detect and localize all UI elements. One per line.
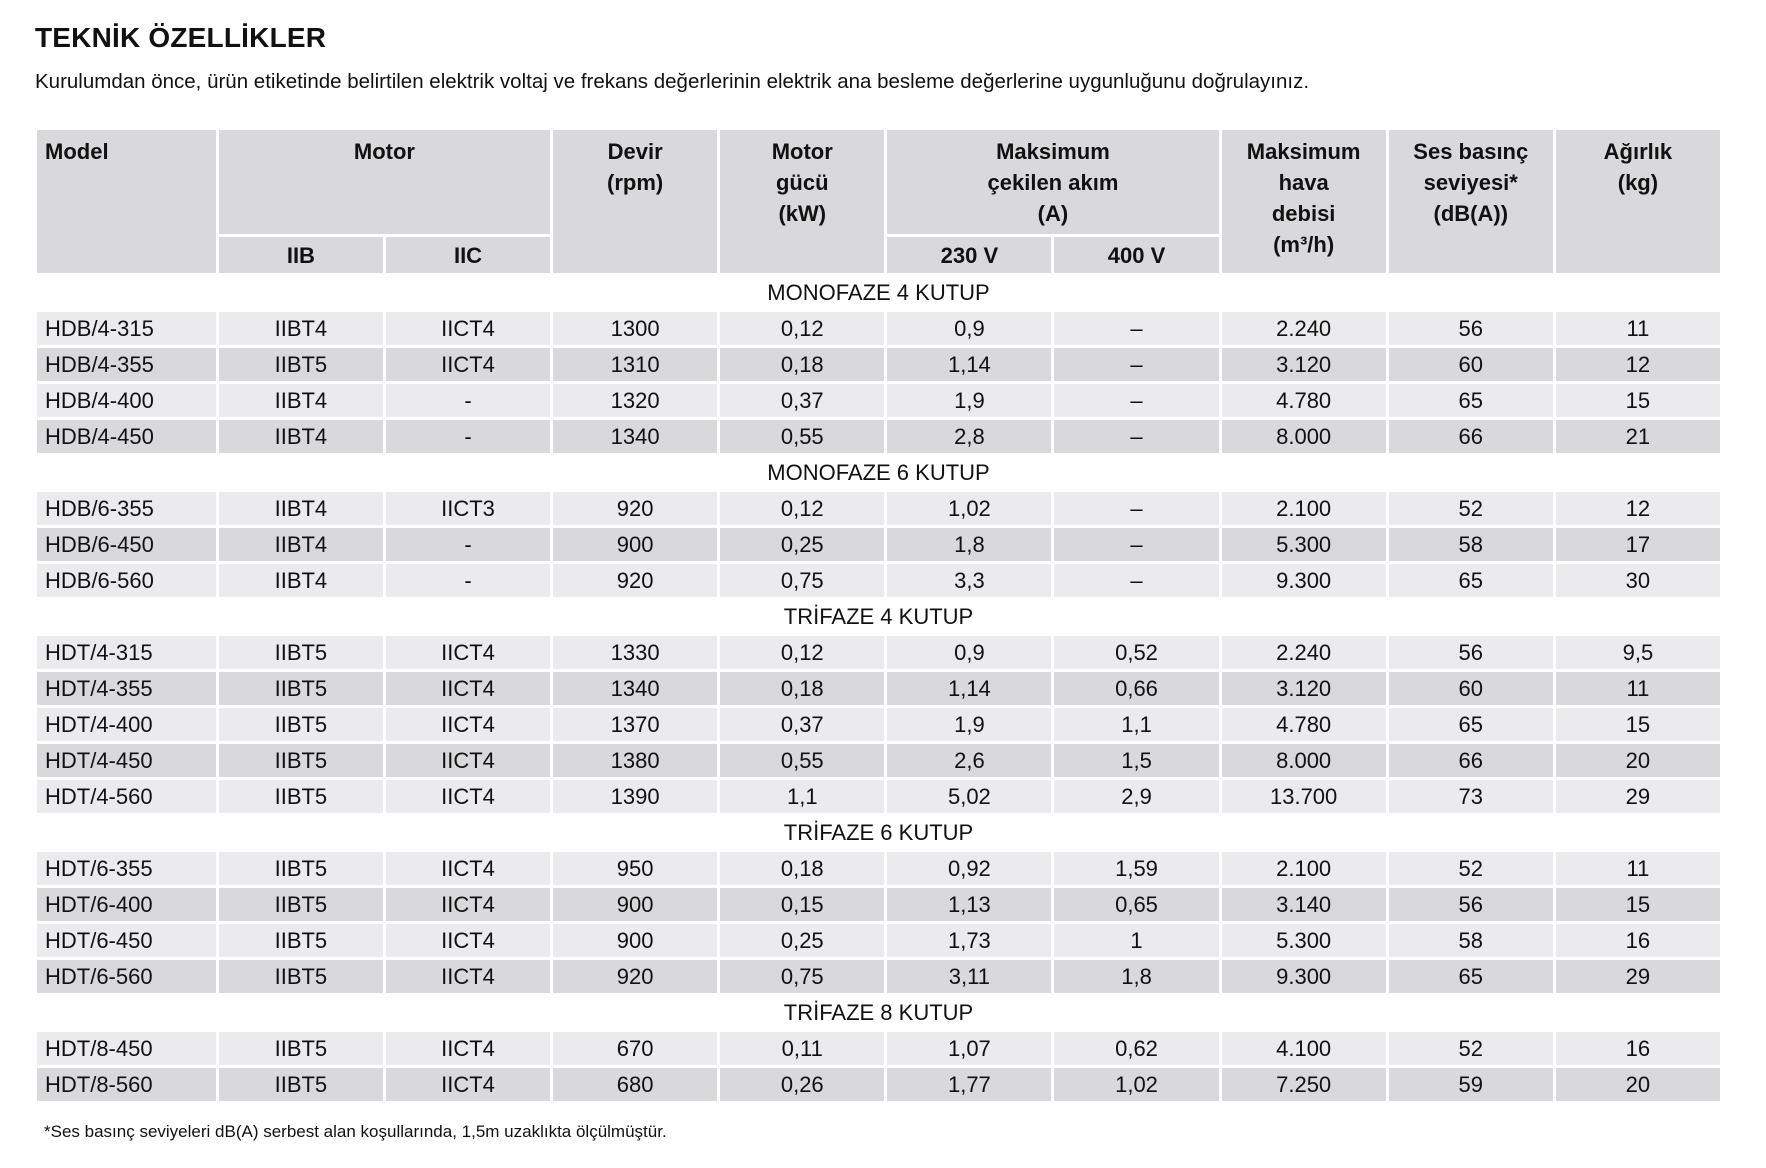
table-cell: IIBT4 bbox=[219, 312, 383, 345]
table-cell: 11 bbox=[1556, 312, 1720, 345]
table-cell: 1,07 bbox=[887, 1032, 1051, 1065]
table-cell: 20 bbox=[1556, 1068, 1720, 1101]
table-cell: 1330 bbox=[553, 636, 717, 669]
table-cell: IICT4 bbox=[386, 744, 550, 777]
group-row bbox=[37, 456, 1720, 489]
page-subtitle: Kurulumdan önce, ürün etiketinde belirtilen elektrik voltaj ve frekans değerlerinin elektrik ana besleme değerlerine uygunluğunu doğrulayınız. bbox=[35, 70, 1310, 93]
table-cell: – bbox=[1054, 384, 1218, 417]
table-cell: 16 bbox=[1556, 1032, 1720, 1065]
table-cell: 0,12 bbox=[720, 312, 884, 345]
table-cell: 21 bbox=[1556, 420, 1720, 453]
model-cell: HDB/6-355 bbox=[37, 492, 216, 525]
table-cell: 12 bbox=[1556, 348, 1720, 381]
table-cell: 0,66 bbox=[1054, 672, 1218, 705]
table-cell: IICT4 bbox=[386, 852, 550, 885]
group-title: MONOFAZE 4 KUTUP bbox=[37, 276, 1720, 309]
table-row bbox=[37, 780, 1720, 813]
table-cell: 1320 bbox=[553, 384, 717, 417]
table-cell: 0,12 bbox=[720, 636, 884, 669]
table-cell: 65 bbox=[1389, 708, 1553, 741]
header-max-akim: Maksimum çekilen akım (A) bbox=[887, 130, 1218, 234]
table-cell: 1,02 bbox=[887, 492, 1051, 525]
table-cell: – bbox=[1054, 420, 1218, 453]
group-title: TRİFAZE 4 KUTUP bbox=[37, 600, 1720, 633]
table-cell: IIBT5 bbox=[219, 708, 383, 741]
table-cell: 15 bbox=[1556, 888, 1720, 921]
table-cell: 8.000 bbox=[1222, 420, 1386, 453]
table-cell: IIBT5 bbox=[219, 672, 383, 705]
table-cell: 1,59 bbox=[1054, 852, 1218, 885]
table-cell: 0,26 bbox=[720, 1068, 884, 1101]
table-cell: 58 bbox=[1389, 528, 1553, 561]
model-cell: HDT/4-560 bbox=[37, 780, 216, 813]
table-cell: 52 bbox=[1389, 492, 1553, 525]
table-cell: 0,11 bbox=[720, 1032, 884, 1065]
table-cell: 2.240 bbox=[1222, 636, 1386, 669]
table-cell: 9.300 bbox=[1222, 960, 1386, 993]
table-cell: – bbox=[1054, 348, 1218, 381]
table-cell: 0,75 bbox=[720, 960, 884, 993]
table-cell: 920 bbox=[553, 564, 717, 597]
table-cell: 5.300 bbox=[1222, 528, 1386, 561]
table-cell: 0,18 bbox=[720, 672, 884, 705]
table-cell: IICT4 bbox=[386, 960, 550, 993]
table-cell: 1310 bbox=[553, 348, 717, 381]
table-cell: 66 bbox=[1389, 420, 1553, 453]
table-cell: 0,18 bbox=[720, 348, 884, 381]
group-row bbox=[37, 600, 1720, 633]
header-motor-iic: IIC bbox=[386, 237, 550, 273]
header-devir: Devir (rpm) bbox=[553, 130, 717, 273]
table-cell: 4.100 bbox=[1222, 1032, 1386, 1065]
table-cell: 1,9 bbox=[887, 708, 1051, 741]
table-cell: IIBT5 bbox=[219, 636, 383, 669]
table-cell: 0,92 bbox=[887, 852, 1051, 885]
table-row bbox=[37, 672, 1720, 705]
table-cell: 0,37 bbox=[720, 384, 884, 417]
table-cell: 1,77 bbox=[887, 1068, 1051, 1101]
table-cell: 3.140 bbox=[1222, 888, 1386, 921]
table-cell: 1370 bbox=[553, 708, 717, 741]
table-cell: 1,14 bbox=[887, 348, 1051, 381]
model-cell: HDT/4-315 bbox=[37, 636, 216, 669]
table-cell: 0,25 bbox=[720, 528, 884, 561]
table-cell: 1,5 bbox=[1054, 744, 1218, 777]
table-cell: 1,73 bbox=[887, 924, 1051, 957]
table-cell: 1,1 bbox=[720, 780, 884, 813]
table-cell: 15 bbox=[1556, 384, 1720, 417]
model-cell: HDT/8-560 bbox=[37, 1068, 216, 1101]
table-cell: 1300 bbox=[553, 312, 717, 345]
table-cell: 60 bbox=[1389, 672, 1553, 705]
table-cell: 59 bbox=[1389, 1068, 1553, 1101]
table-cell: 1340 bbox=[553, 420, 717, 453]
group-row bbox=[37, 276, 1720, 309]
table-row bbox=[37, 852, 1720, 885]
table-cell: 1,9 bbox=[887, 384, 1051, 417]
group-row bbox=[37, 816, 1720, 849]
table-row bbox=[37, 636, 1720, 669]
table-cell: IICT4 bbox=[386, 636, 550, 669]
table-cell: - bbox=[386, 528, 550, 561]
table-cell: 0,65 bbox=[1054, 888, 1218, 921]
footnote: *Ses basınç seviyeleri dB(A) serbest alan koşullarında, 1,5m uzaklıkta ölçülmüştür. bbox=[44, 1122, 667, 1141]
table-cell: 680 bbox=[553, 1068, 717, 1101]
header-motor-gucu: Motor gücü (kW) bbox=[720, 130, 884, 273]
model-cell: HDT/6-355 bbox=[37, 852, 216, 885]
table-cell: 4.780 bbox=[1222, 708, 1386, 741]
table-row bbox=[37, 1032, 1720, 1065]
table-cell: 56 bbox=[1389, 636, 1553, 669]
table-cell: 900 bbox=[553, 528, 717, 561]
table-cell: IIBT5 bbox=[219, 888, 383, 921]
model-cell: HDB/6-560 bbox=[37, 564, 216, 597]
table-cell: 2,6 bbox=[887, 744, 1051, 777]
table-cell: 15 bbox=[1556, 708, 1720, 741]
table-cell: 29 bbox=[1556, 960, 1720, 993]
table-cell: 2,9 bbox=[1054, 780, 1218, 813]
table-cell: 17 bbox=[1556, 528, 1720, 561]
table-cell: 66 bbox=[1389, 744, 1553, 777]
table-cell: 0,25 bbox=[720, 924, 884, 957]
table-row bbox=[37, 708, 1720, 741]
table-cell: 3,3 bbox=[887, 564, 1051, 597]
model-cell: HDB/4-450 bbox=[37, 420, 216, 453]
table-row bbox=[37, 528, 1720, 561]
table-cell: IICT4 bbox=[386, 672, 550, 705]
table-row bbox=[37, 960, 1720, 993]
header-motor-iib: IIB bbox=[219, 237, 383, 273]
table-cell: 1,13 bbox=[887, 888, 1051, 921]
table-row bbox=[37, 564, 1720, 597]
table-cell: 16 bbox=[1556, 924, 1720, 957]
table-cell: IIBT5 bbox=[219, 744, 383, 777]
table-cell: 29 bbox=[1556, 780, 1720, 813]
model-cell: HDB/4-355 bbox=[37, 348, 216, 381]
table-cell: IICT4 bbox=[386, 312, 550, 345]
table-cell: 8.000 bbox=[1222, 744, 1386, 777]
group-title: MONOFAZE 6 KUTUP bbox=[37, 456, 1720, 489]
table-row bbox=[37, 312, 1720, 345]
table-cell: IIBT4 bbox=[219, 528, 383, 561]
table-cell: 0,55 bbox=[720, 420, 884, 453]
table-cell: IIBT4 bbox=[219, 564, 383, 597]
table-cell: 920 bbox=[553, 492, 717, 525]
table-cell: 11 bbox=[1556, 672, 1720, 705]
table-cell: 0,18 bbox=[720, 852, 884, 885]
table-body bbox=[37, 276, 1720, 1101]
table-cell: IIBT5 bbox=[219, 1032, 383, 1065]
table-cell: IICT4 bbox=[386, 1068, 550, 1101]
table-cell: 2.100 bbox=[1222, 492, 1386, 525]
table-cell: 0,9 bbox=[887, 636, 1051, 669]
table-cell: 20 bbox=[1556, 744, 1720, 777]
model-cell: HDT/6-560 bbox=[37, 960, 216, 993]
model-cell: HDT/4-450 bbox=[37, 744, 216, 777]
header-ses-basinc: Ses basınç seviyesi* (dB(A)) bbox=[1389, 130, 1553, 273]
table-cell: 1390 bbox=[553, 780, 717, 813]
table-row bbox=[37, 420, 1720, 453]
table-cell: IICT3 bbox=[386, 492, 550, 525]
table-cell: 0,75 bbox=[720, 564, 884, 597]
table-cell: 900 bbox=[553, 888, 717, 921]
table-row bbox=[37, 1068, 1720, 1101]
table-row bbox=[37, 744, 1720, 777]
table-cell: 0,62 bbox=[1054, 1032, 1218, 1065]
table-cell: 1,14 bbox=[887, 672, 1051, 705]
table-cell: – bbox=[1054, 564, 1218, 597]
spec-table bbox=[34, 127, 1723, 1104]
table-cell: 0,12 bbox=[720, 492, 884, 525]
table-cell: 4.780 bbox=[1222, 384, 1386, 417]
table-cell: IICT4 bbox=[386, 708, 550, 741]
table-cell: 13.700 bbox=[1222, 780, 1386, 813]
table-cell: 58 bbox=[1389, 924, 1553, 957]
model-cell: HDT/4-400 bbox=[37, 708, 216, 741]
table-cell: IICT4 bbox=[386, 1032, 550, 1065]
table-cell: 1,8 bbox=[887, 528, 1051, 561]
table-cell: IICT4 bbox=[386, 780, 550, 813]
table-cell: – bbox=[1054, 528, 1218, 561]
table-cell: IIBT5 bbox=[219, 960, 383, 993]
table-cell: 1380 bbox=[553, 744, 717, 777]
table-cell: 950 bbox=[553, 852, 717, 885]
table-row bbox=[37, 888, 1720, 921]
table-cell: 56 bbox=[1389, 312, 1553, 345]
table-cell: 0,15 bbox=[720, 888, 884, 921]
table-cell: 3,11 bbox=[887, 960, 1051, 993]
table-cell: 0,9 bbox=[887, 312, 1051, 345]
table-cell: IIBT4 bbox=[219, 384, 383, 417]
group-row bbox=[37, 996, 1720, 1029]
table-cell: 0,55 bbox=[720, 744, 884, 777]
table-cell: 65 bbox=[1389, 564, 1553, 597]
table-cell: IIBT4 bbox=[219, 492, 383, 525]
table-cell: 5,02 bbox=[887, 780, 1051, 813]
table-cell: IIBT4 bbox=[219, 420, 383, 453]
table-cell: 3.120 bbox=[1222, 348, 1386, 381]
table-cell: 1,1 bbox=[1054, 708, 1218, 741]
table-cell: 0,52 bbox=[1054, 636, 1218, 669]
header-hava-debisi: Maksimum hava debisi (m³/h) bbox=[1222, 130, 1386, 273]
table-cell: 1,02 bbox=[1054, 1068, 1218, 1101]
model-cell: HDT/6-400 bbox=[37, 888, 216, 921]
header-motor: Motor bbox=[219, 130, 550, 234]
group-title: TRİFAZE 6 KUTUP bbox=[37, 816, 1720, 849]
table-cell: IIBT5 bbox=[219, 924, 383, 957]
table-cell: 1340 bbox=[553, 672, 717, 705]
table-row bbox=[37, 384, 1720, 417]
model-cell: HDB/4-400 bbox=[37, 384, 216, 417]
table-cell: IICT4 bbox=[386, 924, 550, 957]
table-cell: 2,8 bbox=[887, 420, 1051, 453]
table-row bbox=[37, 492, 1720, 525]
table-cell: 30 bbox=[1556, 564, 1720, 597]
table-cell: 7.250 bbox=[1222, 1068, 1386, 1101]
table-cell: 52 bbox=[1389, 852, 1553, 885]
table-cell: – bbox=[1054, 492, 1218, 525]
table-cell: IIBT5 bbox=[219, 1068, 383, 1101]
table-cell: 9.300 bbox=[1222, 564, 1386, 597]
table-cell: IIBT5 bbox=[219, 852, 383, 885]
header-akim-400v: 400 V bbox=[1054, 237, 1218, 273]
table-row bbox=[37, 924, 1720, 957]
table-cell: 56 bbox=[1389, 888, 1553, 921]
table-cell: 52 bbox=[1389, 1032, 1553, 1065]
header-model: Model bbox=[37, 130, 216, 273]
page-title: TEKNİK ÖZELLİKLER bbox=[35, 22, 327, 53]
table-cell: 2.100 bbox=[1222, 852, 1386, 885]
model-cell: HDT/4-355 bbox=[37, 672, 216, 705]
table-cell: 65 bbox=[1389, 960, 1553, 993]
table-cell: 900 bbox=[553, 924, 717, 957]
group-title: TRİFAZE 8 KUTUP bbox=[37, 996, 1720, 1029]
table-cell: 1 bbox=[1054, 924, 1218, 957]
header-akim-230v: 230 V bbox=[887, 237, 1051, 273]
table-cell: 670 bbox=[553, 1032, 717, 1065]
table-cell: - bbox=[386, 564, 550, 597]
table-cell: 2.240 bbox=[1222, 312, 1386, 345]
table-cell: - bbox=[386, 384, 550, 417]
table-cell: - bbox=[386, 420, 550, 453]
table-cell: IICT4 bbox=[386, 348, 550, 381]
table-cell: 65 bbox=[1389, 384, 1553, 417]
table-cell: 12 bbox=[1556, 492, 1720, 525]
table-row bbox=[37, 348, 1720, 381]
model-cell: HDT/8-450 bbox=[37, 1032, 216, 1065]
table-cell: 9,5 bbox=[1556, 636, 1720, 669]
model-cell: HDT/6-450 bbox=[37, 924, 216, 957]
table-cell: 11 bbox=[1556, 852, 1720, 885]
table-cell: 1,8 bbox=[1054, 960, 1218, 993]
table-cell: 0,37 bbox=[720, 708, 884, 741]
header-agirlik: Ağırlık (kg) bbox=[1556, 130, 1720, 273]
table-cell: IIBT5 bbox=[219, 348, 383, 381]
model-cell: HDB/6-450 bbox=[37, 528, 216, 561]
table-cell: 73 bbox=[1389, 780, 1553, 813]
model-cell: HDB/4-315 bbox=[37, 312, 216, 345]
table-cell: 920 bbox=[553, 960, 717, 993]
table-header bbox=[37, 130, 1720, 273]
table-cell: IICT4 bbox=[386, 888, 550, 921]
table-cell: 60 bbox=[1389, 348, 1553, 381]
table-cell: – bbox=[1054, 312, 1218, 345]
table-cell: IIBT5 bbox=[219, 780, 383, 813]
table-cell: 3.120 bbox=[1222, 672, 1386, 705]
table-cell: 5.300 bbox=[1222, 924, 1386, 957]
